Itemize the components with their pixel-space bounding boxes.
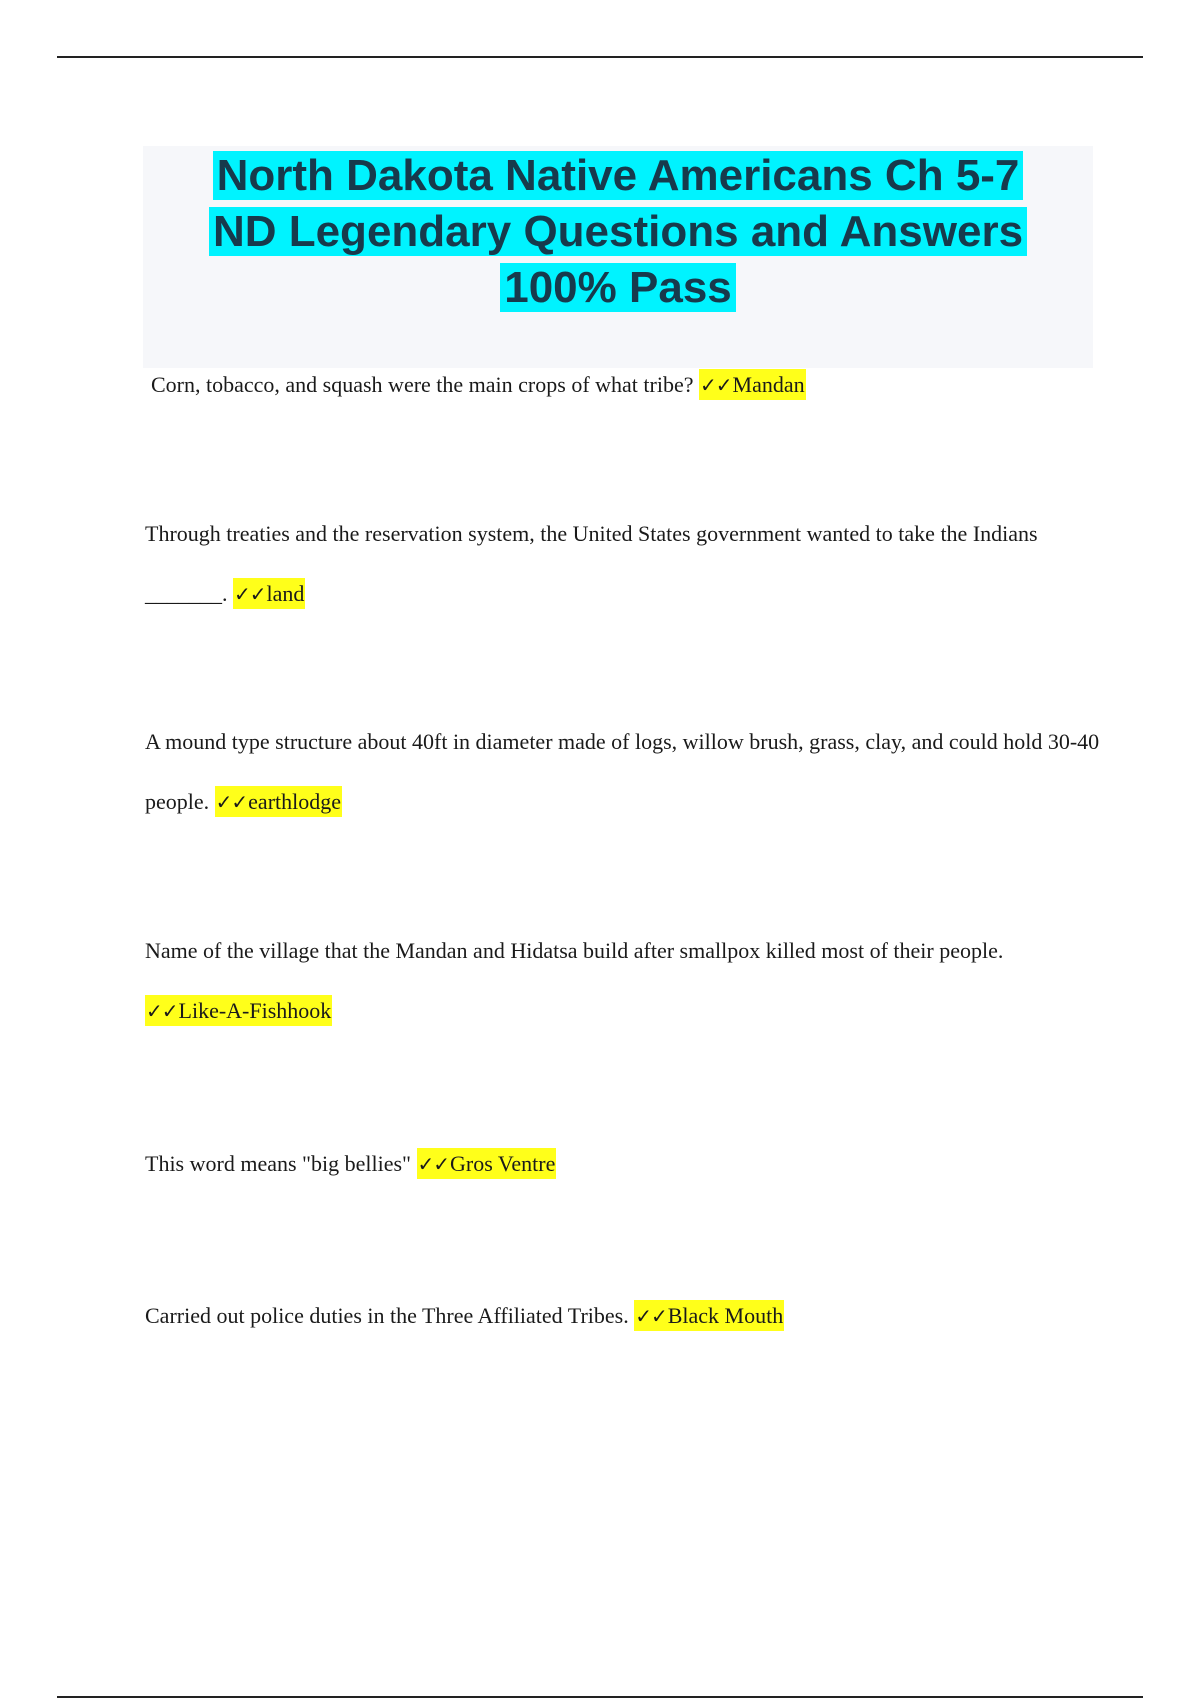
answer-highlight [145, 995, 332, 1026]
answer-text: earthlodge [248, 789, 342, 814]
answer-highlight [417, 1148, 557, 1179]
qa-item-1 [151, 355, 1111, 415]
answer-text: land [266, 581, 305, 606]
bottom-rule [57, 1696, 1143, 1698]
answer-highlight [233, 578, 305, 609]
question-text: A mound type structure about 40ft in diameter made of logs, willow brush, grass, clay, and could hold 30-40 people. [145, 729, 1100, 814]
title-line-2: ND Legendary Questions and Answers [209, 207, 1027, 256]
title-line-3: 100% Pass [500, 263, 736, 312]
title-block [143, 146, 1093, 368]
answer-highlight [634, 1300, 784, 1331]
question-text: Carried out police duties in the Three Affiliated Tribes. [145, 1303, 629, 1328]
answer-text: Black Mouth [667, 1303, 784, 1328]
double-check-icon: ✓✓ [146, 999, 178, 1023]
double-check-icon: ✓✓ [700, 373, 732, 397]
answer-text: Gros Ventre [450, 1151, 556, 1176]
question-text: Through treaties and the reservation system, the United States government wanted to take the Indians _______. [145, 521, 1038, 606]
document-title [143, 146, 1093, 316]
qa-item-3 [145, 712, 1110, 832]
qa-item-6 [145, 1286, 1105, 1346]
question-text: Corn, tobacco, and squash were the main crops of what tribe? [151, 372, 694, 397]
double-check-icon: ✓✓ [215, 790, 248, 814]
double-check-icon: ✓✓ [417, 1152, 450, 1176]
question-text: This word means "big bellies" [145, 1151, 412, 1176]
title-line-1: North Dakota Native Americans Ch 5-7 [213, 151, 1024, 200]
double-check-icon: ✓✓ [234, 582, 266, 606]
qa-item-5 [145, 1134, 1105, 1194]
double-check-icon: ✓✓ [635, 1304, 667, 1328]
qa-item-4 [145, 921, 1025, 1041]
answer-text: Like-A-Fishhook [178, 998, 332, 1023]
answer-highlight [699, 369, 806, 400]
answer-highlight [215, 786, 342, 817]
top-rule [57, 56, 1143, 58]
answer-text: Mandan [732, 372, 805, 397]
question-text: Name of the village that the Mandan and Hidatsa build after smallpox killed most of their people. [145, 938, 1004, 963]
qa-item-2 [145, 504, 1095, 624]
